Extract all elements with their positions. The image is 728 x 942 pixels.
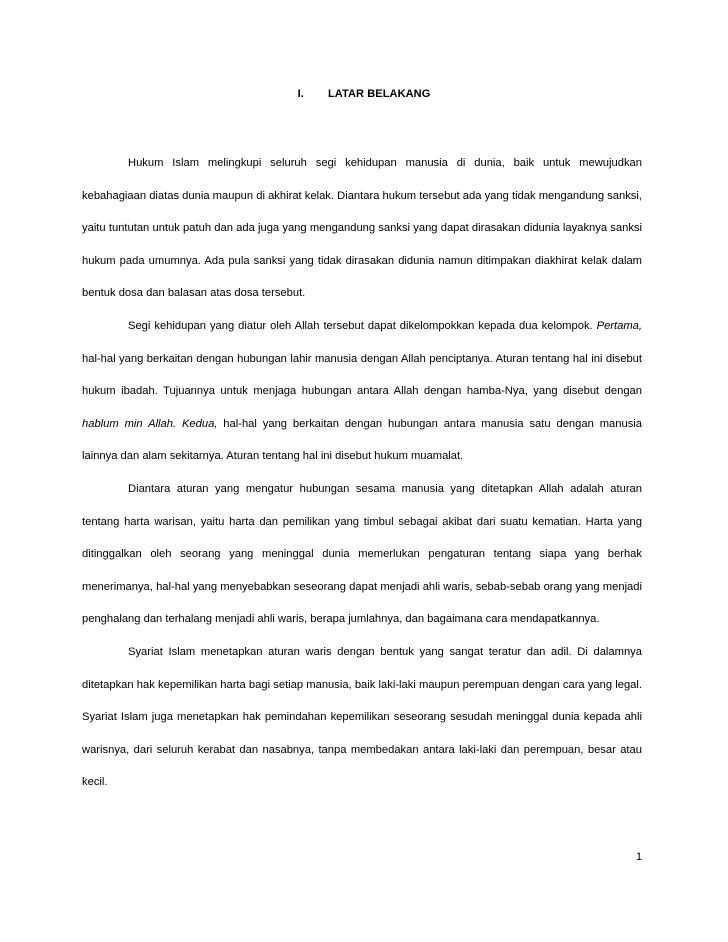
section-title: LATAR BELAKANG bbox=[327, 88, 431, 100]
paragraph-3-text: Diantara aturan yang mengatur hubungan sesama manusia yang ditetapkan Allah adalah aturan tentang harta warisan, yaitu harta dan pemilikan yang timbul sebagai akibat dari suatu kematian. Harta yang ditinggalkan oleh seorang yang meninggal dunia memerlukan pengaturan tentang siapa yang berhak menerimanya, hal-hal yang menyebabkan seseorang dapat menjadi ahli waris, sebab-sebab orang yang menjadi penghalang dan terhalang menjadi ahli waris, berapa jumlahnya, dan bagaimana cara mendapatkannya. bbox=[82, 482, 642, 626]
paragraph-2-emphasis-pertama: Pertama, bbox=[596, 319, 642, 332]
paragraph-2-text-b: hal-hal yang berkaitan dengan hubungan lahir manusia dengan Allah penciptanya. Aturan tentang hal ini disebut hukum ibadah. Tujuannya untuk menjaga hubungan antara Allah dengan hamba-Nya, yang disebut dengan bbox=[82, 352, 642, 398]
paragraph-2-text-c: hal-hal yang berkaitan dengan hubungan antara manusia satu dengan manusia lainnya dan alam sekitarnya. Aturan tentang hal ini disebut hukum muamalat. bbox=[82, 417, 642, 463]
paragraph-4-text: Syariat Islam menetapkan aturan waris dengan bentuk yang sangat teratur dan adil. Di dalamnya ditetapkan hak kepemilikan harta bagi setiap manusia, baik laki-laki maupun perempuan dengan cara yang legal. Syariat Islam juga menetapkan hak pemindahan kepemilikan seseorang sesudah meninggal dunia kepada ahli warisnya, dari seluruh kerabat dan nasabnya, tanpa membedakan antara laki-laki dan perempuan, besar atau kecil. bbox=[82, 645, 642, 789]
paragraph-4 bbox=[82, 636, 642, 799]
section-heading bbox=[0, 88, 728, 100]
body-text bbox=[82, 147, 642, 799]
page-number: 1 bbox=[636, 851, 643, 863]
paragraph-2 bbox=[82, 310, 642, 473]
paragraph-2-emphasis-hablum: hablum min Allah. Kedua, bbox=[82, 417, 218, 430]
paragraph-2-text-a: Segi kehidupan yang diatur oleh Allah tersebut dapat dikelompokkan kepada dua kelompok. bbox=[128, 319, 593, 332]
paragraph-1-text: Hukum Islam melingkupi seluruh segi kehidupan manusia di dunia, baik untuk mewujudkan kebahagiaan diatas dunia maupun di akhirat kelak. Diantara hukum tersebut ada yang tidak mengandung sanksi, yaitu tuntutan untuk patuh dan ada juga yang mengandung sanksi yang dapat dirasakan didunia layaknya sanksi hukum pada umumnya. Ada pula sanksi yang tidak dirasakan didunia namun ditimpakan diakhirat kelak dalam bentuk dosa dan balasan atas dosa tersebut. bbox=[82, 157, 642, 300]
paragraph-3 bbox=[82, 473, 642, 636]
paragraph-1 bbox=[82, 147, 642, 310]
section-number: I. bbox=[297, 88, 304, 100]
